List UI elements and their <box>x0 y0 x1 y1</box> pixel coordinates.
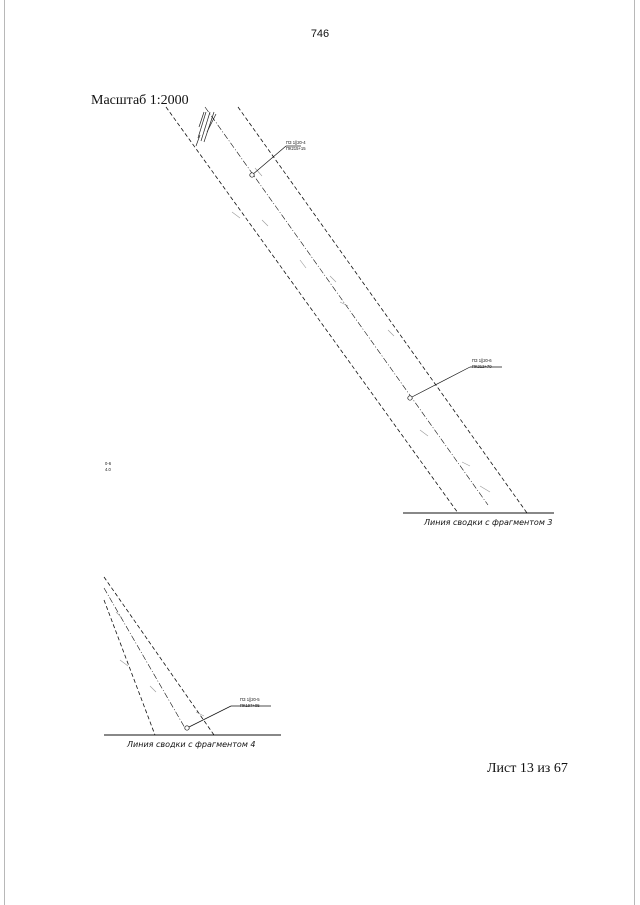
legend-line2: 4.0 <box>105 467 111 472</box>
survey-marks <box>232 168 490 492</box>
point-marker <box>185 726 189 730</box>
match-line-3-label: Линия сводки с фрагментом 3 <box>424 518 553 527</box>
upper-fragment <box>166 107 554 513</box>
sheet-label: Лист 13 из 67 <box>487 761 568 776</box>
scale-label: Масштаб 1:2000 <box>91 93 189 108</box>
point-marker <box>408 396 412 400</box>
legend-note <box>105 461 112 472</box>
corridor-boundary-left <box>166 107 458 513</box>
callout-2-line1: ПЗ 1||20-6 <box>472 358 492 363</box>
callout-3-line1: ПЗ 1||20-5 <box>240 697 260 702</box>
callout-3-line2: ПК197+05 <box>240 703 260 708</box>
callout-pz-3 <box>185 697 271 730</box>
callout-pz-2 <box>408 358 502 400</box>
page-number: 746 <box>310 28 330 40</box>
hatched-area <box>196 112 216 146</box>
survey-marks <box>116 612 204 716</box>
callout-2-line2: ПК212+70 <box>472 364 492 369</box>
corridor-boundary-right <box>104 577 214 735</box>
callout-1-line1: ПЗ 1||20-4 <box>286 140 306 145</box>
corridor-boundary-right <box>238 107 527 513</box>
legend-line1: 0-6 <box>105 461 112 466</box>
point-marker <box>250 173 254 177</box>
lower-fragment <box>104 577 281 735</box>
match-line-4-label: Линия сводки с фрагментом 4 <box>127 740 256 749</box>
corridor-axis <box>205 107 488 505</box>
corridor-boundary-left <box>104 600 155 735</box>
callout-1-line2: ПК215+15 <box>286 146 306 151</box>
